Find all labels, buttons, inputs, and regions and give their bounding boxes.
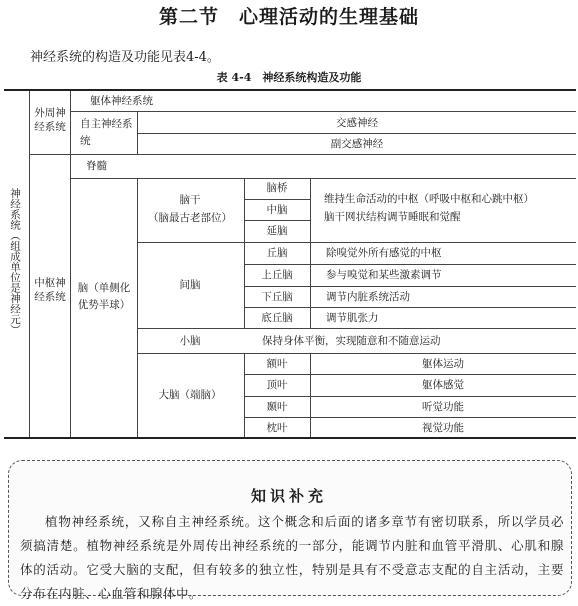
sympathetic-nerve-label: 交感神经 (336, 117, 378, 129)
nervous-system-label: 神经系统（组成单位是神经元） (9, 188, 21, 335)
parietal-lobe-label: 顶叶 (266, 379, 288, 391)
table-row-line (244, 396, 576, 397)
cerebellum-function: 保持身体平衡，实现随意和不随意运动 (262, 335, 441, 347)
table-row-line (244, 199, 310, 200)
table-row-line (29, 154, 576, 155)
table-row-line (137, 328, 576, 329)
epithalamus-function: 参与嗅觉和某些激素调节 (326, 269, 442, 281)
temporal-lobe-function: 听觉功能 (422, 401, 464, 413)
parasympathetic-nerve-label: 副交感神经 (330, 138, 384, 150)
table-row-line (244, 307, 576, 308)
section-title: 第二节 心理活动的生理基础 (158, 6, 419, 28)
table-caption: 表 4-4 神经系统构造及功能 (216, 71, 362, 84)
brainstem-label: 脑干 (179, 194, 201, 206)
table-row-line (137, 242, 576, 243)
subthalamus-label: 底丘脑 (261, 312, 293, 324)
table-divider (137, 178, 138, 437)
knowledge-box-text: 植物神经系统，又称自主神经系统。这个概念和后面的诸多章节有密切联系，所以学员必须搞清楚。植物神经系统是外周传出神经系统的一部分，能调节内脏和血管平滑肌、心肌和腺体的活动。它受大脑的支配，但有较多的独立性，特别是具有不受意志支配的自主活动，主要分布在内脏、心血管和腺体中。 (20, 514, 564, 601)
table-divider (244, 353, 245, 437)
intro-text: 神经系统的构造及功能见表4-4。 (30, 50, 220, 65)
brain-label: 脑（单侧化优势半球） (77, 282, 131, 311)
occipital-lobe-function: 视觉功能 (422, 422, 464, 434)
peripheral-nervous-system-label: 外周神经系统 (34, 107, 66, 133)
brainstem-function-1: 维持生命活动的中枢（呼吸中枢和心跳中枢） (324, 193, 534, 205)
table-row-line (244, 220, 310, 221)
table-divider (70, 91, 71, 437)
autonomic-nervous-system-label: 自主神经系统 (80, 118, 133, 147)
cerebellum-label: 小脑 (179, 335, 201, 347)
table-row-line (70, 178, 576, 179)
table-row-line (70, 111, 576, 112)
pons-label: 脑桥 (266, 182, 288, 194)
table-divider (244, 178, 245, 328)
table-divider (29, 91, 30, 437)
hypothalamus-label: 下丘脑 (261, 291, 293, 303)
table-row-line (244, 286, 576, 287)
temporal-lobe-label: 颞叶 (266, 401, 288, 413)
table-bottom-rule (4, 437, 576, 439)
table-divider (310, 353, 311, 437)
subthalamus-function: 调节肌张力 (326, 312, 379, 324)
thalamus-label: 丘脑 (266, 247, 288, 259)
occipital-lobe-label: 枕叶 (266, 422, 288, 434)
thalamus-function: 除嗅觉外所有感觉的中枢 (326, 247, 442, 259)
table-row-line (244, 264, 576, 265)
parietal-lobe-function: 躯体感觉 (422, 379, 464, 391)
brainstem-function-2: 脑干网状结构调节睡眠和觉醒 (324, 211, 461, 223)
table-top-rule (4, 89, 576, 91)
table-row-line (137, 353, 576, 354)
hypothalamus-function: 调节内脏系统活动 (326, 291, 410, 303)
medulla-label: 延脑 (266, 225, 288, 237)
central-nervous-system-label: 中枢神经系统 (34, 277, 66, 303)
somatic-nervous-system-label: 躯体神经系统 (90, 95, 153, 107)
table-row-line (244, 417, 576, 418)
knowledge-box-title: 知识补充 (250, 487, 327, 505)
midbrain-label: 中脑 (266, 204, 288, 216)
epithalamus-label: 上丘脑 (261, 269, 293, 281)
table-row-line (244, 374, 576, 375)
table-divider (310, 178, 311, 328)
brainstem-sublabel: （脑最古老部位） (148, 212, 232, 224)
frontal-lobe-function: 躯体运动 (422, 358, 464, 370)
spinal-cord-label: 脊髓 (86, 160, 107, 172)
diencephalon-label: 间脑 (179, 279, 201, 291)
table-row-line (137, 133, 576, 134)
cerebrum-label: 大脑（端脑） (158, 389, 222, 401)
frontal-lobe-label: 额叶 (266, 358, 288, 370)
